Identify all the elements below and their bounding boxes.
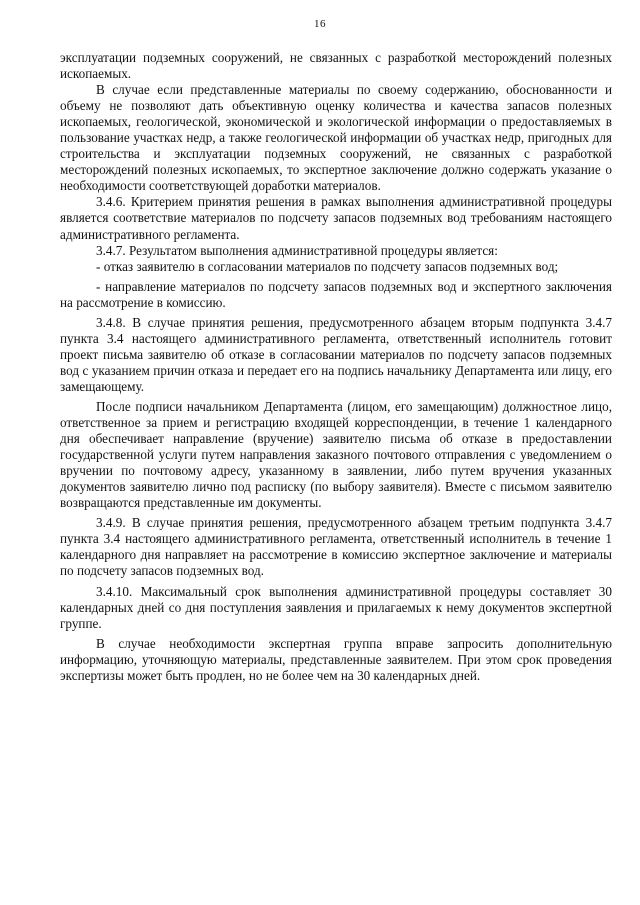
paragraph-3-4-10: 3.4.10. Максимальный срок выполнения административной процедуры составляет 30 календарных дней со дня поступления заявления и прилагаемых к нему документов экспертной группе. bbox=[60, 583, 612, 631]
paragraph-3-4-8: 3.4.8. В случае принятия решения, предусмотренного абзацем вторым подпункта 3.4.7 пункта 3.4 настоящего административного регламента, ответственный исполнитель готовит проект письма заявителю об отказе в согласовании материалов по подсчету запасов подземных вод с указанием причин отказа и передает его на подпись начальнику Департамента или лицу, его замещающему. bbox=[60, 314, 612, 394]
paragraph-3-4-7: 3.4.7. Результатом выполнения административной процедуры является: bbox=[96, 242, 498, 258]
paragraph-extension: В случае необходимости экспертная группа вправе запросить дополнительную информацию, уточняющую материалы, представленные заявителем. При этом срок проведения экспертизы может быть продлен, но не более чем на 30 календарных дней. bbox=[60, 635, 612, 683]
page-number: 16 bbox=[314, 18, 326, 30]
paragraph-3-4-6: 3.4.6. Критерием принятия решения в рамках выполнения административной процедуры является соответствие материалов по подсчету запасов подземных вод требованиям настоящего административного регламента. bbox=[60, 194, 612, 242]
list-item-refusal: - отказ заявителю в согласовании материалов по подсчету запасов подземных вод; bbox=[96, 258, 559, 274]
document-body bbox=[60, 50, 612, 684]
list-item-commission: - направление материалов по подсчету запасов подземных вод и экспертного заключения на рассмотрение в комиссию. bbox=[60, 278, 612, 310]
paragraph-continuation: эксплуатации подземных сооружений, не связанных с разработкой месторождений полезных ископаемых. bbox=[60, 50, 612, 82]
paragraph-after-signature: После подписи начальником Департамента (лицом, его замещающим) должностное лицо, ответственное за прием и регистрацию входящей корреспонденции, в течение 1 календарного дня обеспечивает направление (вручение) заявителю письма об отказе в предоставлении государственной услуги путем направления заказного почтового отправления с уведомлением о вручении по почтовому адресу, указанному в заявлении, либо путем вручения указанных документов заявителю лично под расписку (по выбору заявителя). Вместе с письмом заявителю возвращаются представленные им документы. bbox=[60, 398, 612, 511]
paragraph-3-4-9: 3.4.9. В случае принятия решения, предусмотренного абзацем третьим подпункта 3.4.7 пункта 3.4 настоящего административного регламента, ответственный исполнитель в течение 1 календарного дня направляет на рассмотрение в комиссию экспертное заключение и материалы по подсчету запасов подземных вод. bbox=[60, 515, 612, 579]
paragraph-insufficient-materials: В случае если представленные материалы по своему содержанию, обоснованности и объему не позволяют дать объективную оценку количества и качества запасов полезных ископаемых, геологической, экономической и экологической информации о предоставляемых в пользование участках недр, а также геологической информации об участках недр, пригодных для строительства и эксплуатации подземных сооружений, не связанных с разработкой месторождений полезных ископаемых, то экспертное заключение должно содержать указание о необходимости соответствующей доработки материалов. bbox=[60, 82, 612, 194]
